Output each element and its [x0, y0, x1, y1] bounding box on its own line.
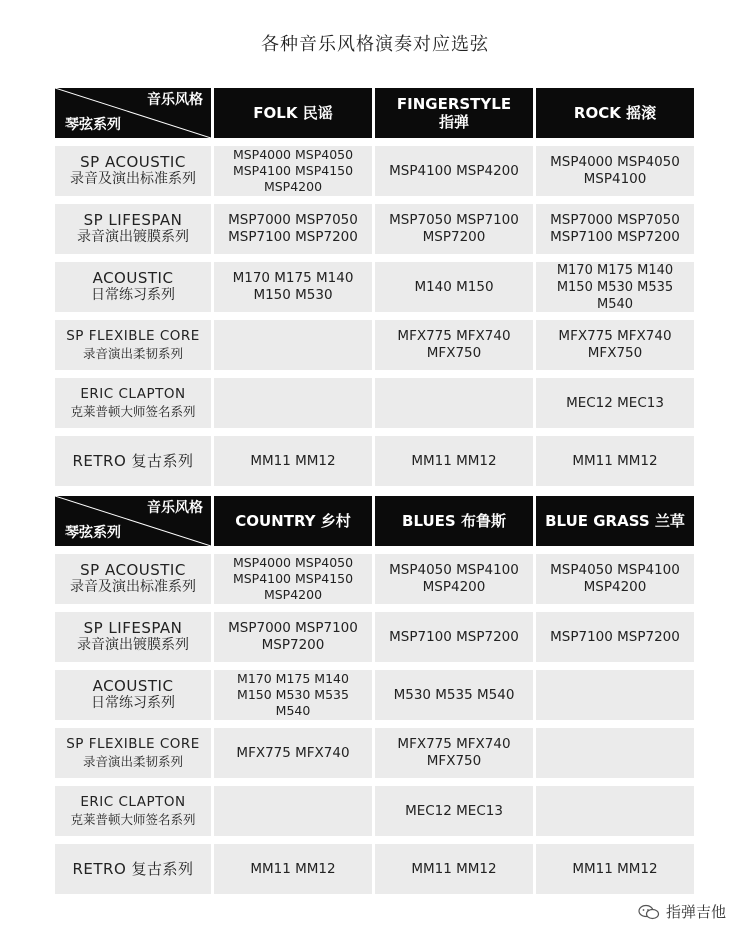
series-name-en: SP LIFESPAN	[83, 211, 183, 229]
style-header-zh: 指弹	[438, 113, 469, 131]
series-name-zh: 日常练习系列	[91, 287, 175, 303]
strings-cell	[536, 728, 694, 778]
style-header-folk: FOLK 民谣	[214, 88, 372, 138]
watermark	[638, 901, 726, 922]
style-header-blues: BLUES 布鲁斯	[375, 496, 533, 546]
strings-cell: MFX775 MFX740 MFX750	[536, 320, 694, 370]
strings-cell: MSP4100 MSP4200	[375, 146, 533, 196]
strings-cell: MEC12 MEC13	[375, 786, 533, 836]
series-name-zh: 录音及演出标准系列	[70, 171, 196, 187]
strings-cell: MSP7000 MSP7100 MSP7200	[214, 612, 372, 662]
strings-cell: MSP4000 MSP4050 MSP4100	[536, 146, 694, 196]
table-row	[55, 844, 695, 894]
header-corner-cell	[55, 88, 211, 138]
series-name-zh: 录音演出镀膜系列	[77, 229, 189, 245]
table-row	[55, 146, 695, 196]
series-name-zh: 录音演出柔韧系列	[82, 754, 183, 769]
strings-cell: MFX775 MFX740	[214, 728, 372, 778]
series-cell	[55, 378, 211, 428]
table-row	[55, 554, 695, 604]
style-header-bluegrass: BLUE GRASS 兰草	[536, 496, 694, 546]
style-header-country: COUNTRY 乡村	[214, 496, 372, 546]
table-row	[55, 786, 695, 836]
strings-cell: MM11 MM12	[536, 436, 694, 486]
table-row	[55, 204, 695, 254]
series-cell	[55, 146, 211, 196]
series-cell	[55, 786, 211, 836]
series-cell	[55, 844, 211, 894]
strings-cell: MFX775 MFX740 MFX750	[375, 320, 533, 370]
table-row	[55, 728, 695, 778]
header-corner-series-label: 琴弦系列	[65, 525, 121, 541]
series-name-zh: 录音及演出标准系列	[70, 579, 196, 595]
series-cell	[55, 320, 211, 370]
strings-cell	[214, 378, 372, 428]
series-cell	[55, 728, 211, 778]
series-name-zh: 录音演出镀膜系列	[77, 637, 189, 653]
strings-cell: M170 M175 M140 M150 M530	[214, 262, 372, 312]
series-cell	[55, 204, 211, 254]
strings-cell: M170 M175 M140 M150 M530 M535 M540	[214, 670, 372, 720]
series-cell	[55, 612, 211, 662]
strings-cell: MM11 MM12	[536, 844, 694, 894]
series-cell	[55, 436, 211, 486]
strings-cell	[214, 786, 372, 836]
strings-cell: MSP4000 MSP4050 MSP4100 MSP4150 MSP4200	[214, 146, 372, 196]
table-header-row	[55, 88, 695, 138]
strings-cell: MM11 MM12	[375, 844, 533, 894]
strings-cell: MSP4050 MSP4100 MSP4200	[375, 554, 533, 604]
table-row	[55, 436, 695, 486]
table-row	[55, 670, 695, 720]
series-name-en: SP FLEXIBLE CORE	[66, 328, 200, 344]
series-name-en: SP LIFESPAN	[83, 619, 183, 637]
series-name-en: SP ACOUSTIC	[80, 561, 186, 579]
series-name-zh: 日常练习系列	[91, 695, 175, 711]
series-cell	[55, 262, 211, 312]
series-name-zh: 录音演出柔韧系列	[82, 346, 183, 361]
table-row	[55, 612, 695, 662]
series-name-en: SP ACOUSTIC	[80, 153, 186, 171]
strings-cell: MEC12 MEC13	[536, 378, 694, 428]
strings-cell: MM11 MM12	[375, 436, 533, 486]
strings-cell	[536, 786, 694, 836]
watermark-text: 指弹吉他	[665, 903, 726, 921]
strings-cell: MSP7000 MSP7050 MSP7100 MSP7200	[214, 204, 372, 254]
series-name-en: SP FLEXIBLE CORE	[66, 736, 200, 752]
strings-cell	[214, 320, 372, 370]
strings-cell: MSP7100 MSP7200	[536, 612, 694, 662]
strings-cell: MM11 MM12	[214, 436, 372, 486]
series-name-en: RETRO 复古系列	[72, 859, 194, 878]
series-name-en: ACOUSTIC	[92, 677, 174, 695]
table-row	[55, 378, 695, 428]
wechat-icon	[638, 904, 660, 920]
series-name-en: ACOUSTIC	[92, 269, 174, 287]
style-header-en: FINGERSTYLE	[396, 95, 512, 113]
table-header-row	[55, 496, 695, 546]
strings-cell: M530 M535 M540	[375, 670, 533, 720]
series-name-zh: 克莱普顿大师签名系列	[70, 404, 196, 419]
series-name-en: RETRO 复古系列	[72, 451, 194, 470]
strings-cell: MSP7100 MSP7200	[375, 612, 533, 662]
header-corner-cell	[55, 496, 211, 546]
style-header-rock: ROCK 摇滚	[536, 88, 694, 138]
series-name-en: ERIC CLAPTON	[80, 794, 186, 810]
string-selection-table	[55, 88, 695, 902]
series-name-zh: 克莱普顿大师签名系列	[70, 812, 196, 827]
strings-cell: MSP4050 MSP4100 MSP4200	[536, 554, 694, 604]
table-row	[55, 262, 695, 312]
strings-cell: M140 M150	[375, 262, 533, 312]
strings-cell	[536, 670, 694, 720]
style-header-fingerstyle	[375, 88, 533, 138]
series-cell	[55, 554, 211, 604]
header-corner-style-label: 音乐风格	[147, 500, 203, 516]
series-name-en: ERIC CLAPTON	[80, 386, 186, 402]
strings-cell	[375, 378, 533, 428]
strings-cell: MSP7050 MSP7100 MSP7200	[375, 204, 533, 254]
strings-cell: MSP4000 MSP4050 MSP4100 MSP4150 MSP4200	[214, 554, 372, 604]
table-row	[55, 320, 695, 370]
strings-cell: M170 M175 M140 M150 M530 M535 M540	[536, 262, 694, 312]
series-cell	[55, 670, 211, 720]
strings-cell: MFX775 MFX740 MFX750	[375, 728, 533, 778]
strings-cell: MM11 MM12	[214, 844, 372, 894]
strings-cell: MSP7000 MSP7050 MSP7100 MSP7200	[536, 204, 694, 254]
header-corner-series-label: 琴弦系列	[65, 117, 121, 133]
header-corner-style-label: 音乐风格	[147, 92, 203, 108]
page-title: 各种音乐风格演奏对应选弦	[261, 34, 489, 55]
